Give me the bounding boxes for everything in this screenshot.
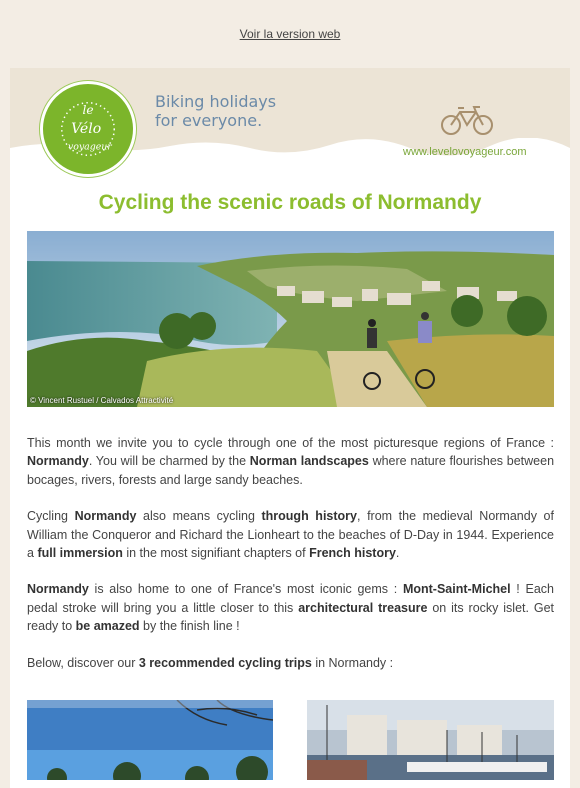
logo-mark — [43, 84, 133, 174]
text-run: . — [395, 546, 400, 561]
bicycle-icon — [440, 104, 494, 136]
text-run: on its rocky islet. Get ready to — [27, 600, 555, 634]
paragraph-1 — [27, 434, 554, 489]
trip-thumbnail-1-image — [27, 700, 273, 780]
bold-text: Normandy — [74, 509, 137, 524]
article-body — [10, 434, 570, 672]
svg-text:Vélo: Vélo — [71, 120, 102, 137]
tagline-line-1: Biking holidays — [155, 92, 277, 111]
bold-text: Mont-Saint-Michel — [402, 582, 511, 597]
trip-thumbnail-1[interactable] — [27, 700, 273, 780]
trip-thumbnail-2-image — [307, 700, 554, 780]
bold-text: Normandy — [27, 454, 89, 469]
bold-text: 3 recommended cycling trips — [138, 655, 312, 670]
text-run: ! Each pedal stroke will bring you a little closer to this — [27, 582, 554, 615]
trip-thumbnail-2[interactable] — [307, 700, 554, 780]
text-run: by the finish line ! — [139, 619, 240, 634]
text-run: . You will be charmed by the — [88, 454, 250, 469]
trip-thumbnails — [10, 690, 570, 770]
bold-text: French history — [309, 546, 396, 561]
paragraph-4 — [27, 654, 554, 672]
bold-text: architectural treasure — [298, 600, 428, 615]
text-run: Below, discover our — [27, 655, 139, 670]
svg-text:le: le — [82, 103, 94, 117]
paragraph-2 — [27, 507, 554, 562]
bold-text: through history — [261, 509, 357, 524]
text-run: also means cycling — [136, 509, 262, 524]
bold-text: Norman landscapes — [249, 454, 369, 469]
bold-text: full immersion — [37, 546, 123, 561]
header-banner — [10, 68, 570, 160]
hero-illustration — [27, 231, 554, 407]
newsletter-title: Cycling the scenic roads of Normandy — [98, 191, 482, 214]
svg-text:voyageur: voyageur — [67, 141, 112, 153]
photo-credit: © Vincent Rustuel / Calvados Attractivité — [30, 396, 174, 405]
hero-image[interactable] — [27, 231, 554, 407]
brand-logo[interactable] — [40, 81, 136, 177]
bold-text: Normandy — [27, 582, 89, 597]
text-run: where nature flourishes between bocages, rivers, forests and large sandy beaches. — [27, 454, 555, 487]
newsletter-card — [10, 68, 570, 788]
paragraph-3 — [27, 580, 554, 635]
web-version-bar — [0, 0, 580, 68]
text-run: , from the medieval Normandy of William the Conqueror and Richard the Lionheart to the beaches of D-Day in 1944. Experience a — [27, 509, 554, 561]
tagline-line-2: for everyone. — [155, 111, 263, 130]
brand-tagline — [155, 92, 276, 130]
text-run: is also home to one of France's most iconic gems : — [88, 582, 403, 597]
website-url[interactable]: www.levelovoyageur.com — [403, 146, 527, 158]
text-run: Cycling — [27, 509, 75, 524]
text-run: in the most signifiant chapters of — [122, 546, 310, 561]
bold-text: be amazed — [75, 619, 140, 634]
text-run: in Normandy : — [311, 655, 394, 670]
web-version-link[interactable]: Voir la version web — [239, 27, 341, 41]
text-run: This month we invite you to cycle through one of the most picturesque regions of France : — [27, 436, 554, 450]
